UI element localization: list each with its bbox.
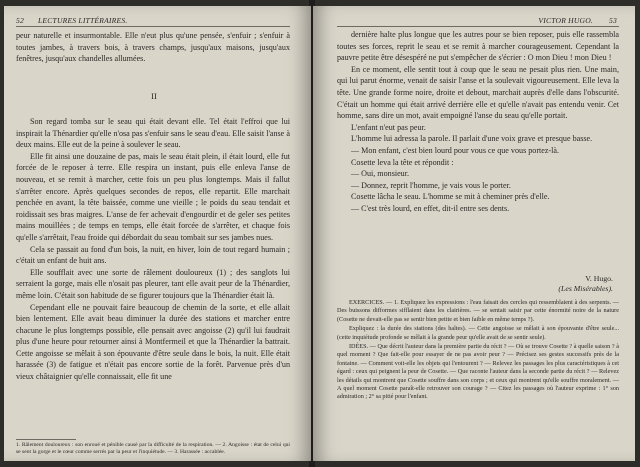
right-body-text — [337, 29, 619, 215]
author-signature: V. Hugo. — [585, 274, 613, 283]
paragraph: Cela se passait au fond d'un bois, la nuit, en hiver, loin de tout regard humain ; c'était un enfant de huit ans. — [16, 244, 290, 266]
paragraph: Cosette lâcha le seau. L'homme se mit à cheminer près d'elle. — [351, 192, 550, 202]
paragraph: En ce moment, elle sentit tout à coup que le seau ne pesait plus rien. Une main, qui lui parut énorme, venait de saisir l'anse et la soulevait vigoureusement. Elle leva la tête. Une grande forme noire, droite et debout, marchait auprès d'elle dans l'obscurité. C'était un homme qui était arrivé derrière elle et qu'elle n'avait pas entendu venir. Cet homme, sans dire un mot, avait empoigné l'anse du seau qu'elle portait. — [337, 64, 619, 121]
paragraph: L'enfant n'eut pas peur. — [351, 122, 426, 132]
left-header-title: LECTURES LITTÉRAIRES. — [38, 16, 128, 25]
paragraph: Son regard tomba sur le seau qui était devant elle. Tel était l'effroi que lui inspirait la Thénardier qu'elle n'osa pas s'enfuir sans le seau d'eau. Elle saisit l'anse à deux mains. Elle eut de la peine à soulever le seau. — [16, 117, 290, 150]
right-header-rule — [337, 26, 619, 27]
paragraph: L'homme lui adressa la parole. Il parlait d'une voix grave et presque basse. — [351, 134, 593, 144]
source-title: (Les Misérables). — [558, 284, 613, 293]
paragraph: — Oui, monsieur. — [351, 169, 410, 179]
footnotes: 1. Râlement douloureux : son enroué et pénible causé par la difficulté de la respiration. — 2. Angoisse : état de celui qui se sent la gorge et le cœur comme serrés par la peur et l'inquiétude. — 3. Harassée : accablée. — [16, 442, 290, 455]
left-top-paragraph: peur naturelle et insurmontable. Elle n'eut plus qu'une pensée, s'enfuir ; s'enfuir à toutes jambes, à travers bois, à travers champs, jusqu'aux maisons, jusqu'aux fenêtres, jusqu'aux chandelles allumées. — [16, 31, 290, 64]
section-number: II — [151, 91, 157, 101]
left-page-number: 52 — [16, 16, 24, 25]
right-page — [313, 6, 635, 461]
left-body-text — [16, 116, 290, 383]
paragraph: dernière halte plus longue que les autres pour se bien reposer, puis elle rassembla toutes ses forces, reprit le seau et se remit à marcher courageusement. Cependant la pauvre petite être désespéré ne put s'empêcher de s'écrier : O mon Dieu ! mon Dieu ! — [337, 30, 619, 63]
exercises-block — [337, 299, 619, 403]
paragraph: — Mon enfant, c'est bien lourd pour vous ce que vous portez-là. — [351, 145, 560, 155]
paragraph: Cependant elle ne pouvait faire beaucoup de chemin de la sorte, et elle allait bien lentement. Elle avait beau diminuer la durée des stations et marcher entre chacune le plus longtemps possible, elle pensait avec angoisse (2) qu'il lui faudrait plus d'une heure pour retourner ainsi à Montfermeil et que la Thénardier la battrait. Cette angoisse se mêlait à son épouvante d'être seule dans le bois, la nuit. Elle était harassée (3) de fatigue et n'était pas encore sortie de la forêt. Parvenue près d'un vieux châtaignier qu'elle connaissait, elle fit une — [16, 302, 290, 382]
exercise-paragraph: IDÉES. — Que décrit l'auteur dans la première partie du récit ? — Où se trouve Cosette ? à quelle saison ? à quel moment ? Que fait-elle pour essayer de ne pas avoir peur ? — Précisez ses gestes successifs près de la fontaine. — Comment voit-elle les objets qui l'entourent ? — Relevez les passages les plus caractéristiques à cet égard : ceux qui peignent la peur de Cosette. — Que raconte l'auteur dans la seconde partie du récit ? — Relevez les détails qui montrent que Cosette souffre dans son corps ; et ceux qui montrent qu'elle souffre moralement. — A quel moment Cosette paraît-elle retrouver son courage ? — Citez les passages où l'auteur exprime : 1° son admiration ; 2° sa pitié pour l'enfant. — [337, 343, 619, 401]
right-header-title: VICTOR HUGO. — [538, 16, 593, 25]
paragraph: Cosette leva la tête et répondit : — [351, 157, 454, 167]
footnote-rule — [16, 439, 76, 440]
exercise-paragraph: EXERCICES. — 1. Expliquez les expressions : l'eau faisait des cercles qui ressemblaient à des serpents. — Des buissons difformes sifflaient dans les clairières. — se sentait saisir par cette énormité noire de la nature (Cosette ne devait-elle pas se sentir bien petite et bien faible en même temps ?). — [337, 299, 619, 323]
exercise-paragraph: Expliquez : la durée des stations (des haltes). — Cette angoisse se mêlait à son épouvante d'être seule... (cette inquiétude profonde se mêlait à la grande peur qu'elle avait de se sentir seule). — [337, 325, 619, 341]
left-header-rule — [16, 26, 290, 27]
right-page-number: 53 — [609, 16, 617, 25]
paragraph: — Donnez, reprit l'homme, je vais vous le porter. — [351, 180, 511, 190]
paragraph: Elle fit ainsi une douzaine de pas, mais le seau était plein, il était lourd, elle fut forcée de le reposer à terre. Elle respira un instant, puis elle enleva l'anse de nouveau, et se remit à marcher, cette fois un peu plus longtemps. Mais il fallut s'arrêter encore. Après quelques secondes de repos, elle repartit. Elle marchait penchée en avant, la tête baissée, comme une vieille ; le poids du seau tendait et roidissait ses bras maigres. L'anse de fer achevait d'engourdir et de geler ses petites mains mouillées ; de temps en temps, elle était forcée de s'arrêter, et chaque fois qu'elle s'arrêtait, l'eau froide qui débordait du seau tombait sur ses jambes nues. — [16, 151, 290, 242]
paragraph: Elle soufflait avec une sorte de râlement douloureux (1) ; des sanglots lui serraient la gorge, mais elle n'osait pas pleurer, tant elle avait peur de la Thénardier, même loin. C'était son habitude de se figurer toujours que la Thénardier était là. — [16, 267, 290, 300]
left-page — [4, 6, 311, 461]
paragraph: — C'est très lourd, en effet, dit-il entre ses dents. — [351, 203, 510, 213]
